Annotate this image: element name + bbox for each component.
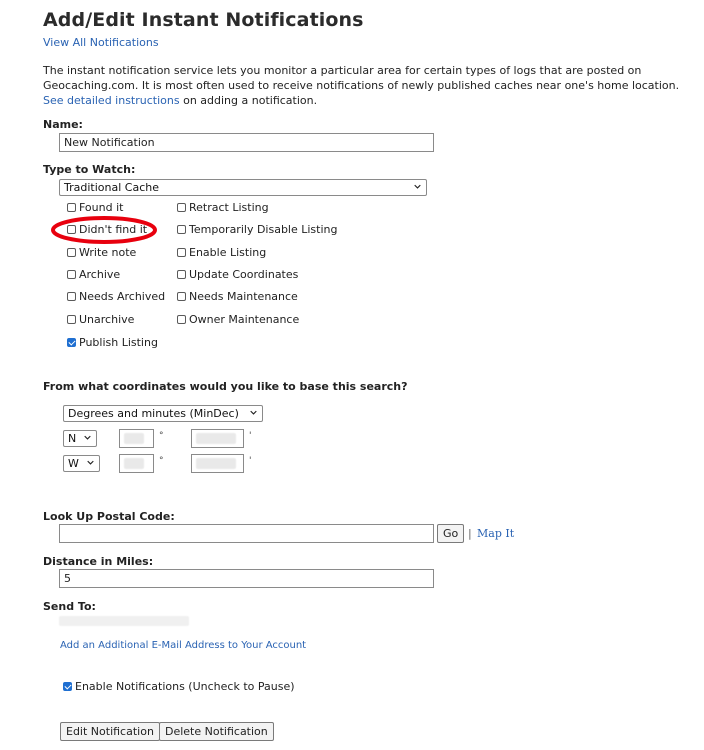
degree-symbol: ° (159, 431, 164, 441)
checkbox-label: Found it (79, 201, 124, 214)
cache-type-selected: Traditional Cache (64, 181, 159, 194)
cache-type-select[interactable] (59, 179, 427, 196)
go-button[interactable]: Go (437, 524, 464, 543)
intro-text: The instant notification service lets you monitor a particular area for certain types of logs that are posted on Geocaching.com. It is most often used to receive notifications of newly published caches near one's home location. (43, 64, 680, 92)
longitude-direction-value: W (68, 457, 79, 470)
checkbox-label: Owner Maintenance (189, 313, 300, 326)
minute-symbol: ' (249, 431, 252, 441)
intro-text-after: on adding a notification. (183, 94, 318, 107)
type-to-watch-label: Type to Watch: (43, 163, 136, 176)
checkbox-icon[interactable] (177, 225, 186, 234)
checkbox-icon[interactable] (67, 315, 76, 324)
coordinates-label: From what coordinates would you like to base this search? (43, 380, 408, 393)
checkbox-icon[interactable] (177, 248, 186, 257)
checkbox-label: Needs Maintenance (189, 290, 298, 303)
checkbox-icon[interactable] (67, 203, 76, 212)
coordinate-format-selected: Degrees and minutes (MinDec) (68, 407, 239, 420)
longitude-degrees-input[interactable] (119, 454, 154, 473)
checkbox-write-note[interactable] (67, 246, 136, 259)
checkbox-label: Unarchive (79, 313, 135, 326)
checkbox-found-it[interactable] (67, 201, 123, 214)
delete-notification-button[interactable]: Delete Notification (159, 722, 274, 741)
checkbox-unarchive[interactable] (67, 313, 134, 326)
edit-notification-button[interactable]: Edit Notification (60, 722, 160, 741)
blurred-value (124, 433, 144, 444)
checkbox-label: Write note (79, 246, 137, 259)
chevron-down-icon (250, 409, 257, 416)
checkbox-needs-maintenance[interactable] (177, 290, 298, 303)
coordinate-format-select[interactable] (63, 405, 263, 422)
intro-paragraph (43, 63, 683, 108)
checkbox-icon[interactable] (67, 292, 76, 301)
checkbox-checked-icon[interactable] (63, 682, 72, 691)
checkbox-label: Archive (79, 268, 121, 281)
chevron-down-icon (414, 183, 421, 190)
checkbox-icon[interactable] (177, 203, 186, 212)
checkbox-checked-icon[interactable] (67, 338, 76, 347)
detailed-instructions-link[interactable]: See detailed instructions (43, 94, 180, 107)
checkbox-needs-archived[interactable] (67, 290, 165, 303)
enable-notifications-checkbox[interactable] (63, 680, 295, 693)
blurred-value (196, 458, 236, 469)
checkbox-temporarily-disable-listing[interactable] (177, 223, 338, 236)
blurred-value (124, 458, 144, 469)
postal-code-input[interactable] (59, 524, 434, 543)
checkbox-owner-maintenance[interactable] (177, 313, 299, 326)
map-it-link[interactable]: Map It (477, 527, 515, 540)
checkbox-enable-listing[interactable] (177, 246, 266, 259)
checkbox-label: Needs Archived (79, 290, 166, 303)
checkbox-label: Publish Listing (79, 336, 158, 349)
longitude-direction-select[interactable] (63, 455, 100, 472)
checkbox-label: Didn't find it (79, 223, 148, 236)
minute-symbol: ' (249, 456, 252, 466)
checkbox-archive[interactable] (67, 268, 120, 281)
distance-label: Distance in Miles: (43, 555, 154, 568)
latitude-direction-value: N (68, 432, 77, 445)
checkbox-icon[interactable] (67, 248, 76, 257)
checkbox-icon[interactable] (177, 270, 186, 279)
name-label: Name: (43, 118, 83, 131)
view-all-notifications-link[interactable]: View All Notifications (43, 36, 159, 49)
checkbox-label: Update Coordinates (189, 268, 299, 281)
checkbox-retract-listing[interactable] (177, 201, 269, 214)
latitude-direction-select[interactable] (63, 430, 97, 447)
name-input[interactable]: New Notification (59, 133, 434, 152)
checkbox-label: Retract Listing (189, 201, 269, 214)
checkbox-update-coordinates[interactable] (177, 268, 298, 281)
highlight-ellipse (50, 215, 158, 245)
latitude-degrees-input[interactable] (119, 429, 154, 448)
chevron-down-icon (87, 459, 94, 466)
distance-input[interactable]: 5 (59, 569, 434, 588)
latitude-minutes-input[interactable] (191, 429, 244, 448)
checkbox-label: Temporarily Disable Listing (189, 223, 338, 236)
chevron-down-icon (84, 434, 91, 441)
postal-code-label: Look Up Postal Code: (43, 510, 175, 523)
page-title: Add/Edit Instant Notifications (43, 9, 364, 31)
send-to-label: Send To: (43, 600, 96, 613)
blurred-email (59, 616, 189, 626)
enable-notifications-label: Enable Notifications (Uncheck to Pause) (75, 680, 295, 693)
degree-symbol: ° (159, 456, 164, 466)
longitude-minutes-input[interactable] (191, 454, 244, 473)
add-email-link[interactable]: Add an Additional E-Mail Address to Your Account (60, 640, 307, 651)
separator: | (468, 527, 472, 540)
checkbox-label: Enable Listing (189, 246, 267, 259)
checkbox-icon[interactable] (177, 315, 186, 324)
blurred-value (196, 433, 236, 444)
checkbox-icon[interactable] (177, 292, 186, 301)
checkbox-publish-listing[interactable] (67, 336, 158, 349)
checkbox-icon[interactable] (67, 270, 76, 279)
